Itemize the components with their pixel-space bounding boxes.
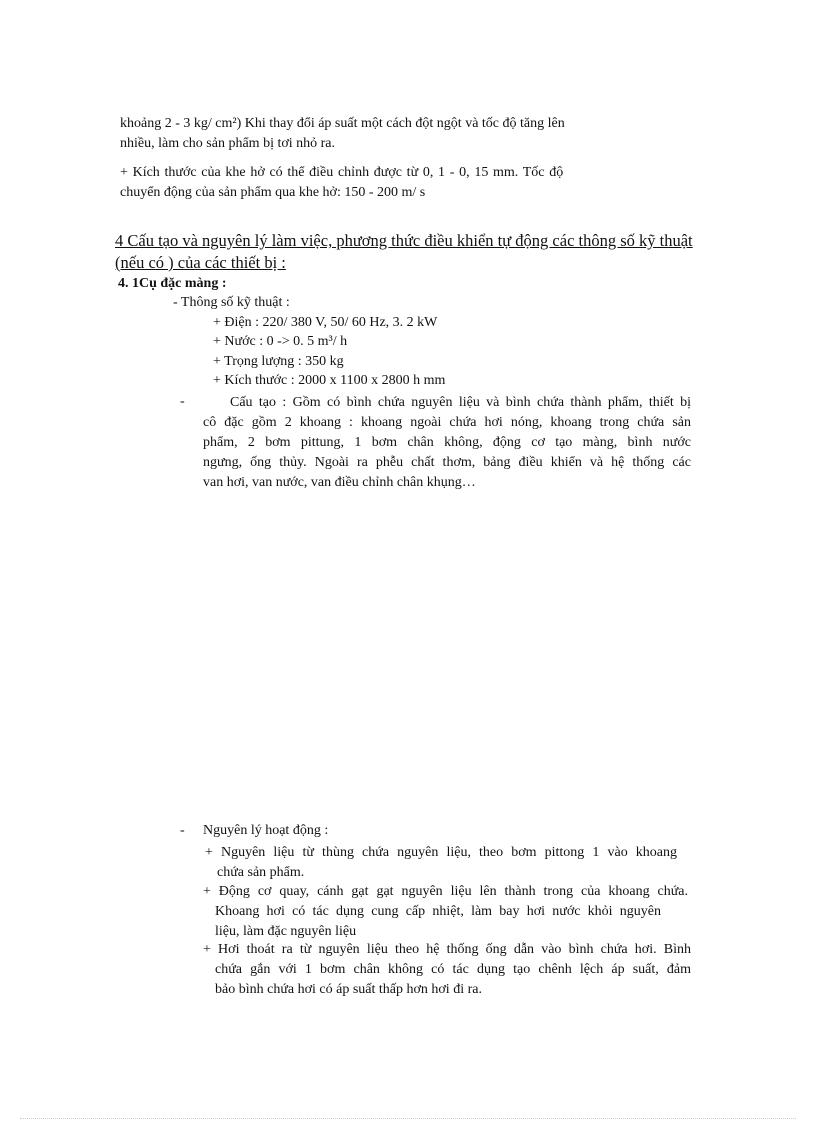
page-bottom-rule: [20, 1118, 796, 1119]
structure-paragraph: [203, 393, 691, 493]
operation-line: + Động cơ quay, cánh gạt gạt nguyên liệu lên thành trong của khoang chứa.: [203, 884, 688, 899]
gap-size-line: + Kích thước của khe hở có thể điều chỉnh được từ 0, 1 - 0, 15 mm. Tốc độ: [120, 165, 564, 180]
structure-bullet: -: [180, 394, 185, 409]
intro-paragraph: [120, 114, 680, 154]
operation-line: Khoang hơi có tác dụng cung cấp nhiệt, làm bay hơi nước khỏi nguyên: [215, 904, 661, 919]
operation-line: + Nguyên liệu từ thùng chứa nguyên liệu, theo bơm pittong 1 vào khoang: [205, 845, 677, 860]
structure-line: Cấu tạo : Gồm có bình chứa nguyên liệu và bình chứa thành phẩm, thiết bị: [230, 395, 691, 410]
gap-size-line: chuyển động của sản phẩm qua khe hở: 150 - 200 m/ s: [120, 185, 426, 200]
structure-line: ngưng, ống thủy. Ngoài ra phễu chất thơm, bảng điều khiển và hệ thống các: [203, 455, 691, 470]
spec-item: + Kích thước : 2000 x 1100 x 2800 h mm: [213, 373, 446, 388]
spec-item: + Điện : 220/ 380 V, 50/ 60 Hz, 3. 2 kW: [213, 315, 438, 330]
structure-line: cô đặc gồm 2 khoang : khoang ngoài chứa hơi nóng, khoang trong chứa sản: [203, 415, 691, 430]
operation-line: liệu, làm đặc nguyên liệu: [215, 924, 357, 939]
operation-line: + Hơi thoát ra từ nguyên liệu theo hệ thống ống dẫn vào bình chứa hơi. Bình: [203, 942, 691, 957]
operation-item: [203, 882, 688, 942]
spec-item: + Nước : 0 -> 0. 5 m³/ h: [213, 334, 348, 349]
operation-bullet: -: [180, 823, 185, 838]
specs-heading: - Thông số kỹ thuật :: [173, 295, 290, 310]
structure-line: phẩm, 2 bơm pittung, 1 bơm chân không, động cơ tạo màng, bình nước: [203, 435, 691, 450]
intro-line: khoảng 2 - 3 kg/ cm²) Khi thay đổi áp suất một cách đột ngột và tốc độ tăng lên: [120, 116, 565, 131]
operation-heading: Nguyên lý hoạt động :: [203, 823, 329, 838]
operation-line: chứa sản phẩm.: [217, 865, 305, 880]
operation-item: [203, 940, 691, 1000]
operation-item: [205, 843, 677, 883]
operation-line: bảo bình chứa hơi có áp suất thấp hơn hơi đi ra.: [215, 982, 482, 997]
section-heading: 4 Cấu tạo và nguyên lý làm việc, phương thức điều khiển tự động các thông số kỹ thuật (nếu có ) của các thiết bị :: [115, 231, 693, 272]
structure-line: van hơi, van nước, van điều chỉnh chân khụng…: [203, 475, 476, 490]
subsection-heading: 4. 1Cụ đặc màng :: [118, 276, 227, 291]
operation-line: chứa gắn với 1 bơm chân không có tác dụng tạo chênh lệch áp suất, đảm: [215, 962, 691, 977]
gap-size-paragraph: [120, 163, 680, 203]
intro-line: nhiều, làm cho sản phẩm bị tơi nhỏ ra.: [120, 136, 336, 151]
spec-item: + Trọng lượng : 350 kg: [213, 354, 344, 369]
